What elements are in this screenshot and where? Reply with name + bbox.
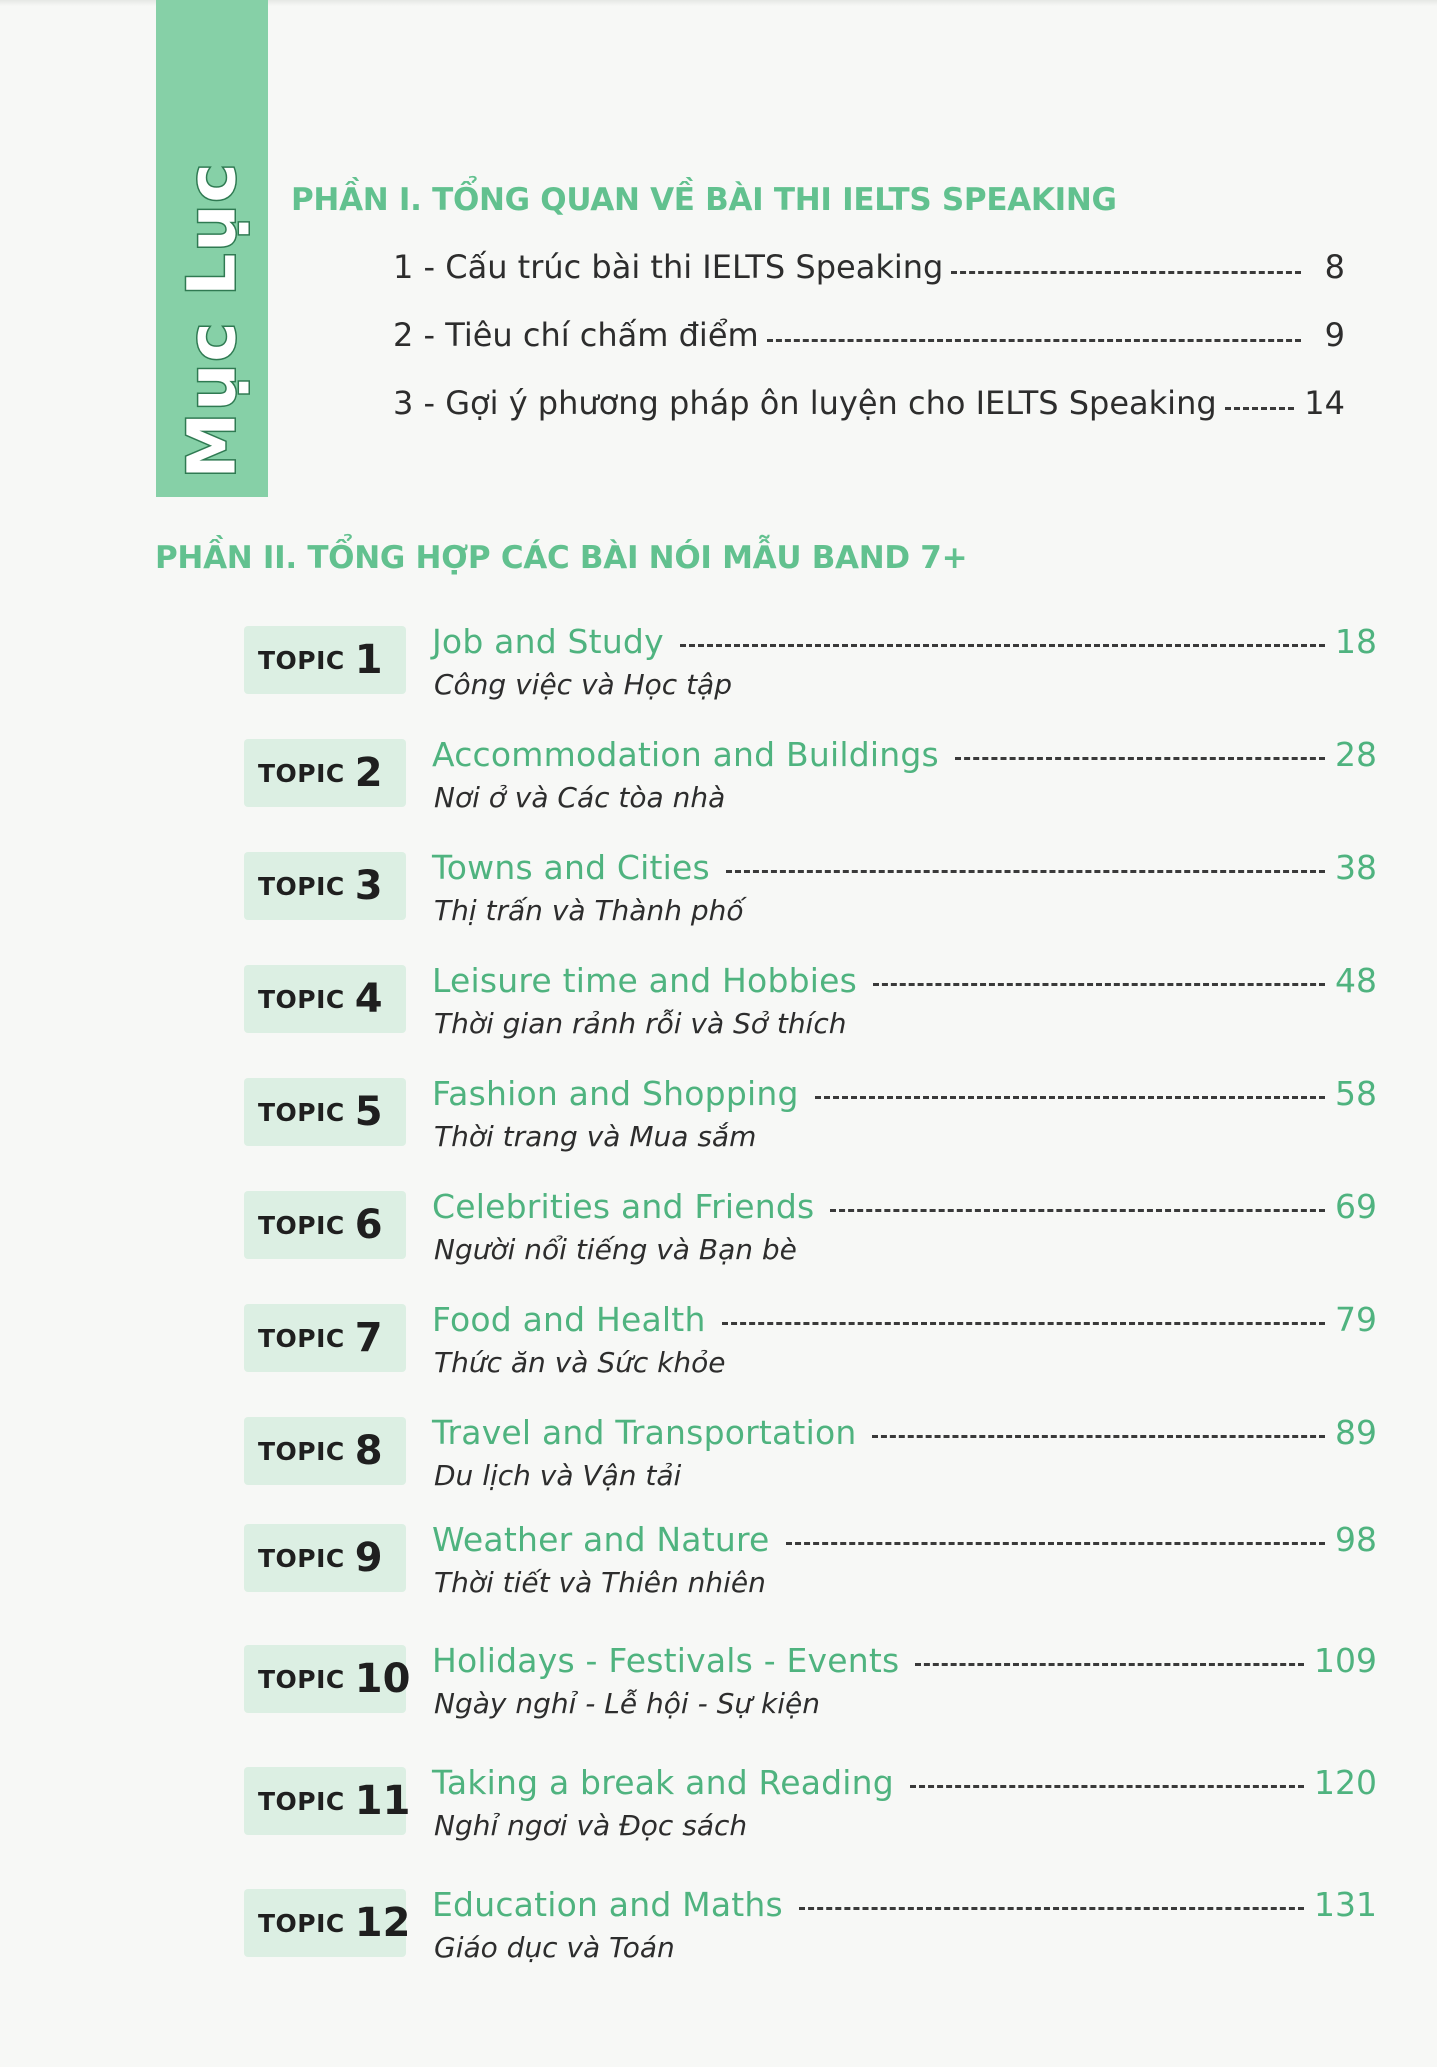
topic-title: Celebrities and Friends [432,1187,815,1226]
dot-leader [910,1785,1304,1788]
dot-leader [955,757,1325,760]
topic-badge-word: TOPIC [258,1786,345,1816]
topic-title-line [432,1763,1377,1802]
toc-entry-2[interactable] [393,316,1345,360]
topic-title-line [432,1885,1377,1924]
topic-title: Fashion and Shopping [432,1074,799,1113]
topic-badge [244,1889,411,1957]
topic-page: 79 [1335,1300,1377,1339]
toc-entry-label: 1 - Cấu trúc bài thi IELTS Speaking [393,248,944,286]
topic-page: 69 [1335,1187,1377,1226]
topic-title: Accommodation and Buildings [432,735,939,774]
dot-leader [872,1435,1325,1438]
table-of-contents-title: Mục Lục [173,161,251,479]
topic-subtitle: Giáo dục và Toán [434,1931,675,1964]
dot-leader [767,339,1301,342]
topic-title-line [432,848,1377,887]
topic-badge [244,1191,406,1259]
topic-row[interactable] [0,961,1437,1040]
part2-heading: PHẦN II. TỔNG HỢP CÁC BÀI NÓI MẪU BAND 7+ [155,540,968,576]
topic-row[interactable] [0,1300,1437,1379]
topic-badge-number: 6 [354,1202,383,1248]
topic-badge [244,1524,406,1592]
topic-row[interactable] [0,848,1437,927]
topic-badge-number: 1 [354,637,383,683]
topic-page: 89 [1335,1413,1377,1452]
dot-leader [726,870,1325,873]
topic-subtitle: Thị trấn và Thành phố [434,894,744,927]
topic-page: 38 [1335,848,1377,887]
toc-entry-page: 14 [1304,384,1345,422]
dot-leader [786,1542,1325,1545]
topic-title-line [432,1413,1377,1452]
topic-badge-number: 12 [354,1900,411,1946]
topic-title-line [432,1300,1377,1339]
topic-page: 120 [1314,1763,1377,1802]
topic-subtitle: Du lịch và Vận tải [434,1459,682,1492]
topic-badge-word: TOPIC [258,984,345,1014]
topic-row[interactable] [0,1641,1437,1720]
topic-row[interactable] [0,1520,1437,1599]
topic-badge-word: TOPIC [258,645,345,675]
topic-page: 98 [1335,1520,1377,1559]
topic-badge [244,1304,406,1372]
dot-leader [1225,407,1295,410]
dot-leader [951,271,1301,274]
topic-subtitle: Thời tiết và Thiên nhiên [434,1566,766,1599]
topic-page: 28 [1335,735,1377,774]
topic-page: 109 [1314,1641,1377,1680]
dot-leader [680,644,1325,647]
topic-title: Education and Maths [432,1885,783,1924]
dot-leader [722,1322,1325,1325]
topic-subtitle: Nơi ở và Các tòa nhà [434,781,726,814]
topic-badge-word: TOPIC [258,1436,345,1466]
topic-title-line [432,735,1377,774]
topic-title: Towns and Cities [432,848,710,887]
topic-title: Food and Health [432,1300,706,1339]
topic-badge-number: 3 [354,863,383,909]
topic-row[interactable] [0,1885,1437,1964]
topic-title: Taking a break and Reading [432,1763,894,1802]
topic-subtitle: Thời gian rảnh rỗi và Sở thích [434,1007,847,1040]
topic-badge-number: 9 [354,1535,383,1581]
topic-subtitle: Ngày nghỉ - Lễ hội - Sự kiện [434,1687,820,1720]
topic-badge-word: TOPIC [258,1908,345,1938]
part1-heading: PHẦN I. TỔNG QUAN VỀ BÀI THI IELTS SPEAKING [291,182,1117,218]
dot-leader [915,1663,1304,1666]
topic-subtitle: Nghỉ ngơi và Đọc sách [434,1809,748,1842]
topic-badge-word: TOPIC [258,1543,345,1573]
topic-badge-number: 2 [354,750,383,796]
topic-title-line [432,1187,1377,1226]
topic-row[interactable] [0,1413,1437,1492]
topic-row[interactable] [0,735,1437,814]
topic-title: Holidays - Festivals - Events [432,1641,900,1680]
dot-leader [799,1907,1304,1910]
topic-badge [244,965,406,1033]
topic-badge [244,852,406,920]
topic-row[interactable] [0,1763,1437,1842]
toc-entry-page: 8 [1324,248,1345,286]
topic-title: Leisure time and Hobbies [432,961,858,1000]
topic-badge [244,1417,406,1485]
topic-subtitle: Thức ăn và Sức khỏe [434,1346,726,1379]
topic-title-line [432,961,1377,1000]
topic-badge-word: TOPIC [258,1210,345,1240]
topic-badge-word: TOPIC [258,758,345,788]
topic-badge-number: 7 [354,1315,383,1361]
topic-badge-number: 5 [354,1089,383,1135]
topic-badge [244,1767,411,1835]
topic-subtitle: Người nổi tiếng và Bạn bè [434,1233,797,1266]
topic-page: 58 [1335,1074,1377,1113]
topic-badge-word: TOPIC [258,1097,345,1127]
toc-entry-label: 2 - Tiêu chí chấm điểm [393,316,759,354]
topic-subtitle: Thời trang và Mua sắm [434,1120,757,1153]
topic-badge-word: TOPIC [258,1664,345,1694]
toc-entry-label: 3 - Gợi ý phương pháp ôn luyện cho IELTS Speaking [393,384,1217,422]
topic-title: Travel and Transportation [432,1413,857,1452]
topic-badge-number: 8 [354,1428,383,1474]
topic-badge-word: TOPIC [258,1323,345,1353]
topic-row[interactable] [0,622,1437,701]
dot-leader [830,1209,1325,1212]
topic-title-line [432,622,1377,661]
topic-page: 131 [1314,1885,1377,1924]
toc-entry-1[interactable] [393,248,1345,292]
topic-badge-word: TOPIC [258,871,345,901]
topic-title-line [432,1641,1377,1680]
toc-entry-3[interactable] [393,384,1345,428]
topic-badge-number: 10 [354,1656,411,1702]
topic-subtitle: Công việc và Học tập [434,668,732,701]
topic-title: Job and Study [432,622,664,661]
topic-page: 48 [1335,961,1377,1000]
topic-badge [244,739,406,807]
topic-page: 18 [1335,622,1377,661]
dot-leader [873,983,1325,986]
topic-badge [244,1078,406,1146]
toc-entry-page: 9 [1324,316,1345,354]
dot-leader [815,1096,1325,1099]
topic-badge [244,626,406,694]
topic-title-line [432,1074,1377,1113]
topic-title: Weather and Nature [432,1520,770,1559]
topic-row[interactable] [0,1074,1437,1153]
topic-title-line [432,1520,1377,1559]
topic-badge-number: 11 [354,1778,411,1824]
topic-badge-number: 4 [354,976,383,1022]
topic-badge [244,1645,411,1713]
topic-row[interactable] [0,1187,1437,1266]
